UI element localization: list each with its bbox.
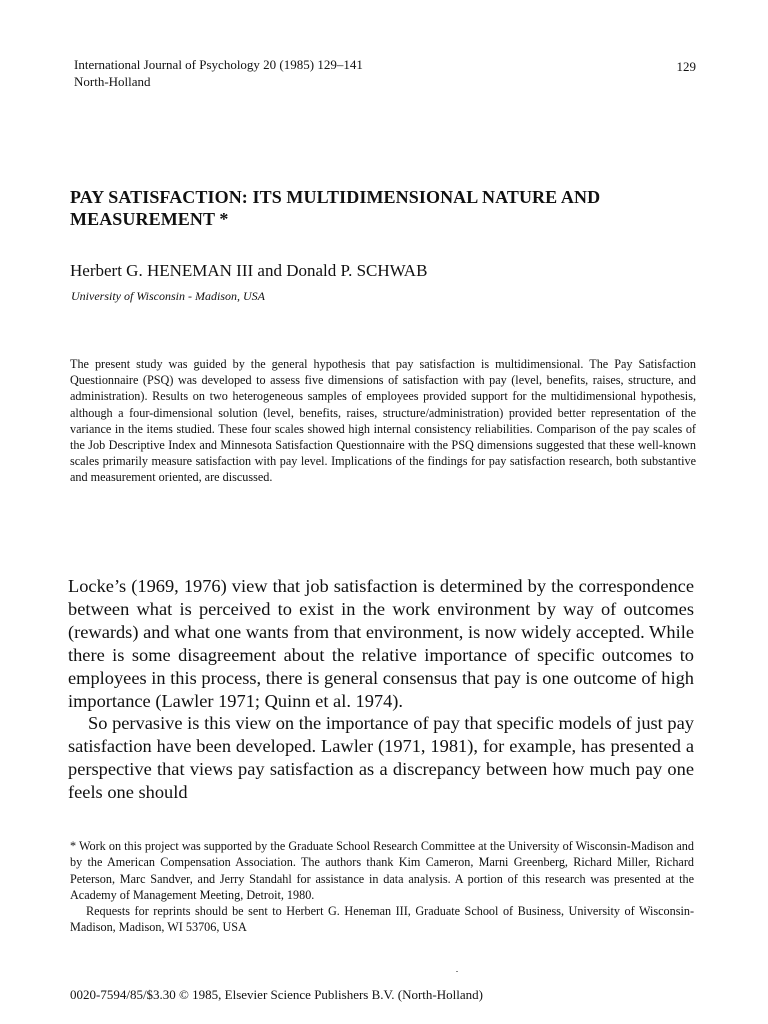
body-paragraph-2: So pervasive is this view on the importance of pay that specific models of just pay satisfaction have been developed. Lawler (1971, 1981), for example, has presented a perspective that views pay satisfaction as a discrepancy between how much pay one feels one should	[68, 713, 694, 803]
reprint-request-footnote: Requests for reprints should be sent to Herbert G. Heneman III, Graduate School of Business, University of Wisconsin-Madison, Madison, WI 53706, USA	[70, 904, 694, 935]
journal-citation: International Journal of Psychology 20 (1985) 129–141	[74, 57, 363, 72]
body-text	[68, 575, 694, 804]
article-title-line-2: MEASUREMENT *	[70, 209, 229, 229]
article-title	[70, 186, 710, 230]
author-affiliation: University of Wisconsin - Madison, USA	[71, 289, 265, 303]
page-number: 129	[676, 59, 696, 74]
footnotes	[70, 838, 694, 936]
footnote-mark	[456, 971, 458, 972]
acknowledgement-footnote: * Work on this project was supported by the Graduate School Research Committee at the University of Wisconsin-Madison and by the American Compensation Association. The authors thank Kim Cameron, Marni Greenberg, Richard Miller, Richard Peterson, Marc Sandver, and Jerry Standahl for assistance in data analysis. A portion of this research was presented at the Academy of Management Meeting, Detroit, 1980.	[70, 839, 694, 902]
publisher-name: North-Holland	[74, 74, 151, 89]
author-names: Herbert G. HENEMAN III and Donald P. SCHWAB	[70, 261, 428, 280]
article-title-line-1: PAY SATISFACTION: ITS MULTIDIMENSIONAL NATURE AND	[70, 187, 601, 207]
running-header	[74, 56, 696, 90]
body-paragraph-1: Locke’s (1969, 1976) view that job satisfaction is determined by the correspondence between what is perceived to exist in the work environment by way of outcomes (rewards) and what one wants from that environment, is now widely accepted. While there is some disagreement about the relative importance of specific outcomes to employees in this process, there is general consensus that pay is one outcome of high importance (Lawler 1971; Quinn et al. 1974).	[68, 576, 694, 711]
copyright-line: 0020-7594/85/$3.30 © 1985, Elsevier Science Publishers B.V. (North-Holland)	[70, 987, 483, 1002]
abstract: The present study was guided by the general hypothesis that pay satisfaction is multidimensional. The Pay Satisfaction Questionnaire (PSQ) was developed to assess five dimensions of satisfaction with pay (level, benefits, raises, structure, and administration). Results on two heterogeneous samples of employees provided support for the multidimensional hypothesis, although a four-dimensional solution (level, benefits, raises, structure/administration) provided better representation of the variance in the items studied. These four scales showed high internal consistency reliabilities. Comparison of the pay scales of the Job Descriptive Index and Minnesota Satisfaction Questionnaire with the PSQ dimensions suggested that these well-known scales primarily measure satisfaction with pay level. Implications of the findings for pay satisfaction research, both substantive and measurement oriented, are discussed.	[70, 357, 696, 485]
